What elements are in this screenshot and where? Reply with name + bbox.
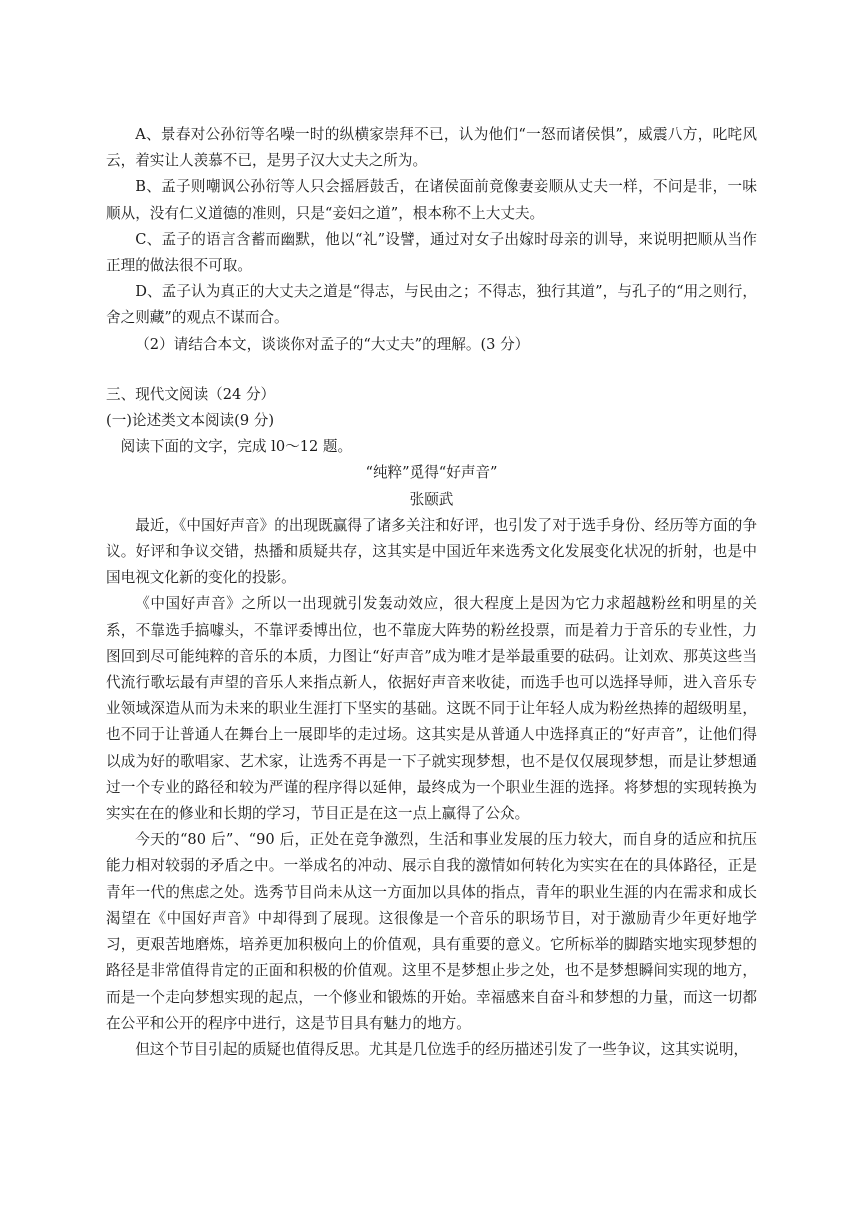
option-c: C、孟子的语言含蓄而幽默，他以“礼”设譬，通过对女子出嫁时母亲的训导，来说明把顺从当作正理的做法很不可取。 <box>106 230 757 275</box>
article-paragraph: 今天的“80 后”、“90 后，正处在竞争激烈，生活和事业发展的压力较大，而自身的适应和抗压能力相对较弱的矛盾之中。一举成名的冲动、展示自我的激情如何转化为实实在在的具体路径，正是青年一代的焦虑之处。选秀节目尚未从这一方面加以具体的指点，青年的职业生涯的内在需求和成长渴望在《中国好声音》中却得到了展现。这很像是一个音乐的职场节目，对于激励青少年更好地学习，更艰苦地磨炼，培养更加积极向上的价值观，具有重要的意义。它所标举的脚踏实地实现梦想的路径是非常值得肯定的正面和积极的价值观。这里不是梦想止步之处，也不是梦想瞬间实现的地方，而是一个走向梦想实现的起点，一个修业和锻炼的开始。幸福感来自奋斗和梦想的力量，而这一切都在公平和公开的程序中进行，这是节目具有魅力的地方。 <box>106 831 757 1032</box>
section-gap <box>106 358 757 382</box>
subsection-title: (一)论述类文本阅读(9 分) <box>106 412 275 430</box>
option-d: D、孟子认为真正的大丈夫之道是“得志，与民由之；不得志，独行其道”，与孔子的“用之则行，舍之则藏”的观点不谋而合。 <box>106 283 757 327</box>
instruction: 阅读下面的文字，完成 l0～12 题。 <box>120 438 353 456</box>
section-title: 三、现代文阅读（24 分） <box>106 385 276 403</box>
article-paragraph: 最近，《中国好声音》的出现既赢得了诸多关注和好评，也引发了对于选手身份、经历等方面的争议。好评和争议交错，热播和质疑共存，这其实是中国近年来选秀文化发展变化状况的折射，也是中国电视文化新的变化的投影。 <box>106 516 757 587</box>
article-paragraph: 《中国好声音》之所以一出现就引发轰动效应，很大程度上是因为它力求超越粉丝和明星的关系，不靠选手搞噱头，不靠评委博出位，也不靠庞大阵势的粉丝投票，而是着力于音乐的专业性，力图回到尽可能纯粹的音乐的本质，力图让“好声音”成为唯才是举最重要的砝码。让刘欢、那英这些当代流行歌坛最有声望的音乐人来指点新人，依据好声音来收徒，而选手也可以选择导师，进入音乐专业领域深造从而为未来的职业生涯打下坚实的基础。这既不同于让年轻人成为粉丝热捧的超级明星，也不同于让普通人在舞台上一展即毕的走过场。这其实是从普通人中选择真正的“好声音”，让他们得以成为好的歌唱家、艺术家，让选秀不再是一下子就实现梦想，也不是仅仅展现梦想，而是让梦想通过一个专业的路径和较为严谨的程序得以延伸，最终成为一个职业生涯的选择。将梦想的实现转换为实实在在的修业和长期的学习，节目正是在这一点上赢得了公众。 <box>106 595 757 823</box>
sub-question: （2）请结合本文，谈谈你对孟子的“大丈夫”的理解。(3 分） <box>135 335 530 353</box>
article-title: “纯粹”觅得“好声音” <box>365 464 498 482</box>
article-author: 张颐武 <box>409 490 454 508</box>
exam-page <box>106 122 757 1063</box>
option-a: A、景春对公孙衍等名噪一时的纵横家崇拜不已，认为他们“一怒而诸侯惧”，威震八方，叱咤风云，着实让人羡慕不已，是男子汉大丈夫之所为。 <box>106 126 757 170</box>
article-paragraph: 但这个节目引起的质疑也值得反思。尤其是几位选手的经历描述引发了一些争议，这其实说明， <box>135 1040 749 1058</box>
option-b: B、孟子则嘲讽公孙衍等人只会摇唇鼓舌，在诸侯面前竟像妻妾顺从丈夫一样，不问是非，一味顺从，没有仁义道德的准则，只是“妾妇之道”，根本称不上大丈夫。 <box>106 178 757 222</box>
